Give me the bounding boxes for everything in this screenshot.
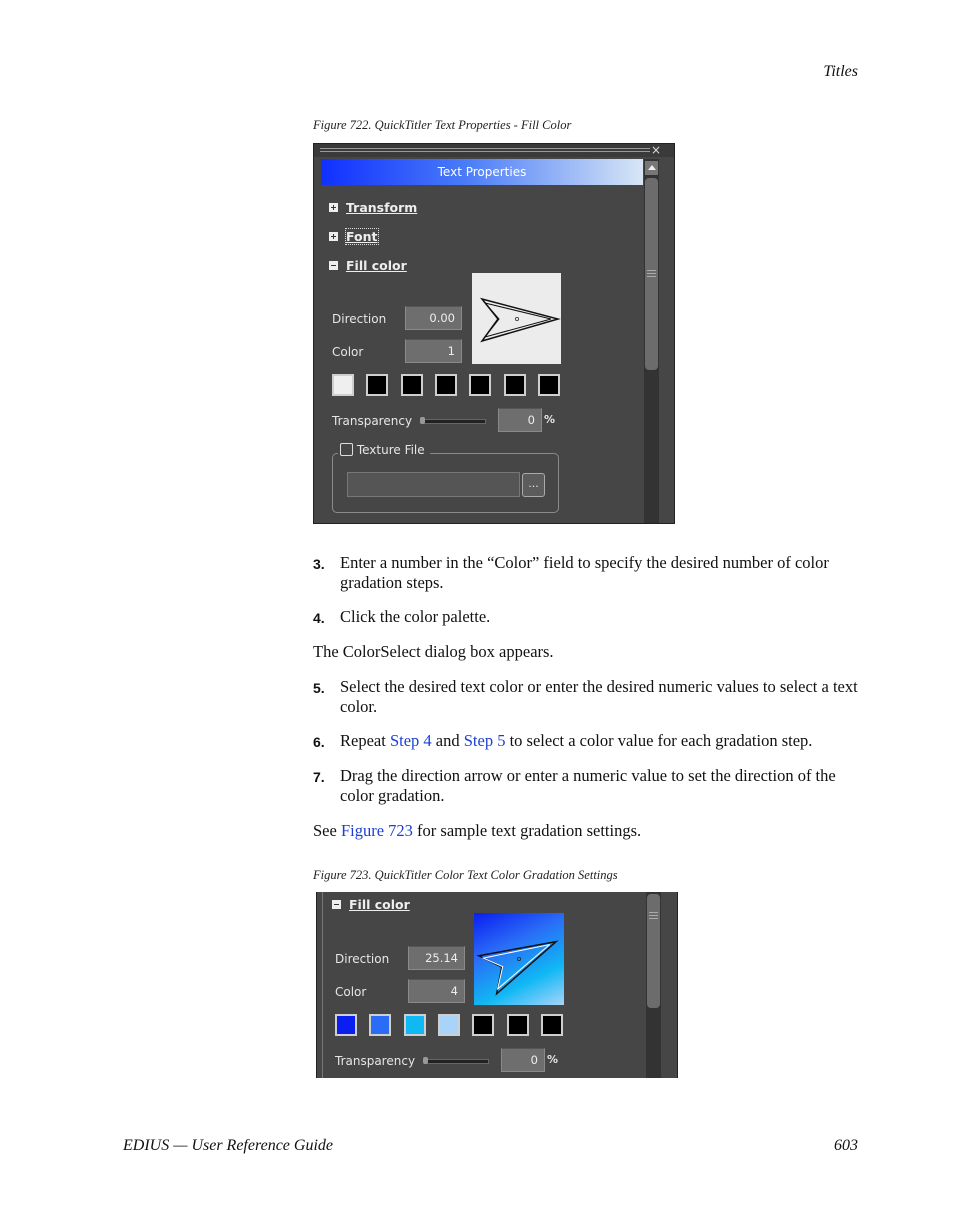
fill-color-section[interactable]: Fill color <box>346 258 407 273</box>
fig723-swatch-2[interactable] <box>369 1014 391 1036</box>
fill-color-panel <box>316 892 678 1078</box>
figure-723-caption: Figure 723. QuickTitler Color Text Color Gradation Settings <box>313 868 618 882</box>
step-4: 4. Click the color palette. <box>313 607 491 626</box>
fig723-swatch-6[interactable] <box>507 1014 529 1036</box>
font-section[interactable]: Font <box>346 229 378 244</box>
texture-checkbox[interactable] <box>340 443 353 456</box>
link-step-5[interactable]: Step 5 <box>463 731 506 750</box>
color-label-2: Color <box>335 985 367 999</box>
fill-color-section-2[interactable]: Fill color <box>349 897 410 912</box>
link-figure-723[interactable]: Figure 723 <box>340 821 413 840</box>
expand-font-icon[interactable] <box>329 232 338 241</box>
fig723-swatch-5[interactable] <box>472 1014 494 1036</box>
fig722-swatch-5[interactable] <box>469 374 491 396</box>
section-title-bar <box>321 159 643 185</box>
paragraph-see-figure: See Figure 723 for sample text gradation settings. <box>313 821 642 840</box>
fig722-swatch-1[interactable] <box>332 374 354 396</box>
scroll-thumb[interactable] <box>645 178 658 370</box>
direction-label: Direction <box>332 312 387 326</box>
direction-preview-2[interactable] <box>474 913 564 1005</box>
step-7: 7. Drag the direction arrow or enter a numeric value to set the direction of the color gradation. <box>313 766 836 805</box>
scrollbar-2[interactable] <box>646 892 661 1078</box>
texture-file-label: Texture File <box>356 443 425 457</box>
transparency-input[interactable]: 0 <box>498 408 542 432</box>
fig722-swatch-2[interactable] <box>366 374 388 396</box>
paragraph-colorselect: The ColorSelect dialog box appears. <box>313 642 554 661</box>
direction-label-2: Direction <box>335 952 390 966</box>
fig723-swatch-1[interactable] <box>335 1014 357 1036</box>
step-6: 6. Repeat Step 4 and Step 5 to select a color value for each gradation step. <box>313 731 813 750</box>
direction-input[interactable]: 0.00 <box>405 306 462 330</box>
panel-title: Text Properties <box>437 165 527 179</box>
step-5: 5. Select the desired text color or enter the desired numeric values to select a text color. <box>313 677 858 716</box>
color-count-input-2[interactable]: 4 <box>408 979 465 1003</box>
running-header: Titles <box>823 63 858 80</box>
fig722-swatch-7[interactable] <box>538 374 560 396</box>
text-properties-panel <box>313 143 675 524</box>
direction-arrow-icon-2[interactable] <box>474 913 564 1005</box>
fig723-swatch-7[interactable] <box>541 1014 563 1036</box>
transparency-slider[interactable] <box>422 419 486 424</box>
transparency-label: Transparency <box>332 414 413 428</box>
fig723-swatch-4[interactable] <box>438 1014 460 1036</box>
texture-file-input[interactable] <box>347 472 520 497</box>
transparency-slider-knob[interactable] <box>420 417 425 424</box>
arrow-up-icon <box>648 165 656 170</box>
collapse-fill-icon-2[interactable] <box>332 900 341 909</box>
scroll-thumb-2[interactable] <box>647 894 660 1008</box>
browse-button[interactable]: ... <box>522 473 545 497</box>
transparency-slider-2[interactable] <box>425 1059 489 1064</box>
fig722-swatch-3[interactable] <box>401 374 423 396</box>
step-3: 3. Enter a number in the “Color” field to specify the desired number of color gradation steps. <box>313 553 829 592</box>
panel-titlebar <box>314 144 675 157</box>
texture-legend <box>338 443 430 459</box>
transparency-input-2[interactable]: 0 <box>501 1048 545 1072</box>
link-step-4[interactable]: Step 4 <box>389 731 432 750</box>
transparency-label-2: Transparency <box>335 1054 416 1068</box>
percent-label-2: % <box>547 1053 559 1066</box>
percent-label: % <box>544 413 556 426</box>
transparency-slider-knob-2[interactable] <box>423 1057 428 1064</box>
transform-section[interactable]: Transform <box>346 200 418 215</box>
scrollbar[interactable] <box>644 159 659 524</box>
direction-arrow-icon[interactable] <box>472 273 561 364</box>
direction-input-2[interactable]: 25.14 <box>408 946 465 970</box>
collapse-fill-icon[interactable] <box>329 261 338 270</box>
fig722-swatch-6[interactable] <box>504 374 526 396</box>
fig722-swatch-4[interactable] <box>435 374 457 396</box>
fig723-swatch-3[interactable] <box>404 1014 426 1036</box>
color-count-input[interactable]: 1 <box>405 339 462 363</box>
figure-722-caption: Figure 722. QuickTitler Text Properties - Fill Color <box>313 118 572 132</box>
color-label: Color <box>332 345 364 359</box>
page-number: 603 <box>834 1137 858 1154</box>
footer-title: EDIUS — User Reference Guide <box>123 1137 334 1154</box>
close-icon[interactable]: × <box>651 143 662 157</box>
expand-transform-icon[interactable] <box>329 203 338 212</box>
scroll-up-button[interactable] <box>645 161 658 175</box>
direction-preview[interactable] <box>472 273 561 364</box>
